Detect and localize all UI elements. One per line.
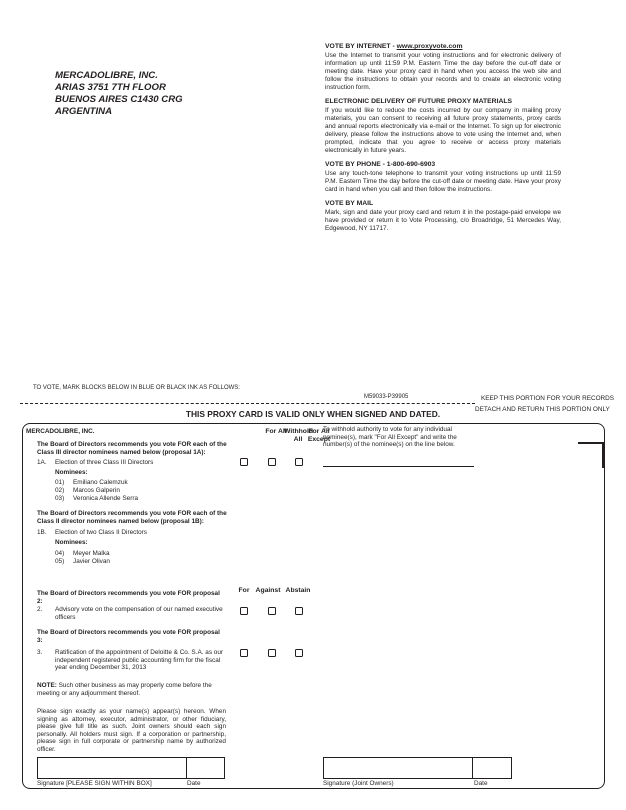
checkbox-p2-abstain[interactable] bbox=[295, 607, 303, 615]
signing-instructions: Please sign exactly as your name(s) appear(s) hereon. When signing as attorney, executor, administrator, or other fiduciary, please give full title as such. Joint owners should each sign personally. All holders must sign. If a corporation or partnership, please sign in full corporate or partnership name by authorized officer. bbox=[37, 708, 226, 753]
proxyvote-link[interactable]: www.proxyvote.com bbox=[396, 43, 463, 50]
checkbox-withhold-all[interactable] bbox=[268, 458, 276, 466]
col-abstain: Abstain bbox=[285, 587, 311, 594]
joint-signature-label: Signature (Joint Owners) bbox=[323, 780, 394, 787]
withhold-instructions: To withhold authority to vote for any individual nominee(s), mark "For All Except" and write the number(s) of the nominee(s) on the line below. bbox=[323, 426, 457, 449]
nominee-num: 04) bbox=[55, 550, 65, 557]
col-for-all: For All bbox=[265, 428, 287, 435]
control-number: M59033-P39905 bbox=[364, 394, 409, 400]
col-against: Against bbox=[255, 587, 281, 594]
recommendation-1b: The Board of Directors recommends you vote FOR each of the Class II director nominees named below (proposal 1B): bbox=[37, 510, 227, 525]
checkbox-p3-for[interactable] bbox=[240, 649, 248, 657]
address-line: MERCADOLIBRE, INC. bbox=[55, 70, 158, 81]
detach-line bbox=[20, 403, 475, 404]
valid-notice: THIS PROXY CARD IS VALID ONLY WHEN SIGNED AND DATED. bbox=[185, 409, 441, 419]
item-2-number: 2. bbox=[37, 606, 43, 613]
electronic-body: If you would like to reduce the costs incurred by our company in mailing proxy materials, you can consent to receiving all future proxy statements, proxy cards and annual reports electronically via e-mail or the Internet. To sign up for electronic delivery, please follow the instructions above to vote using the Internet and, when prompted, indicate that you agree to receive or access proxy materials electronically in future years. bbox=[325, 107, 561, 154]
col-for-all-except: For All Except bbox=[307, 428, 331, 443]
nominees-label: Nominees: bbox=[55, 469, 88, 476]
address-line: ARGENTINA bbox=[55, 106, 113, 117]
checkbox-p2-against[interactable] bbox=[268, 607, 276, 615]
mail-body: Mark, sign and date your proxy card and return it in the postage-paid envelope we have provided or return it to Vote Processing, c/o Broadridge, 51 Mercedes Way, Edgewood, NY 11717. bbox=[325, 209, 561, 232]
joint-signature-box[interactable] bbox=[323, 757, 473, 779]
mail-heading: VOTE BY MAIL bbox=[325, 200, 374, 207]
nominee-name: Emiliano Calemzuk bbox=[73, 479, 128, 486]
nominee-name: Marcos Galperin bbox=[73, 487, 120, 494]
joint-date-box[interactable] bbox=[471, 757, 512, 779]
nominee-num: 03) bbox=[55, 495, 65, 502]
internet-body: Use the Internet to transmit your voting instructions and for electronic delivery of information up until 11:59 P.M. Eastern Time the day before the cut-off date or meeting date. Have your proxy card in hand when you access the web site and follow the instructions to obtain your records and to create an electronic voting instruction form. bbox=[325, 52, 561, 91]
item-2-text: Advisory vote on the compensation of our named executive officers bbox=[55, 606, 223, 621]
date-label: Date bbox=[187, 780, 201, 787]
card-company: MERCADOLIBRE, INC. bbox=[26, 428, 95, 435]
item-1b-number: 1B. bbox=[37, 529, 47, 536]
address-line: ARIAS 3751 7TH FLOOR bbox=[55, 82, 166, 93]
item-3-number: 3. bbox=[37, 649, 43, 656]
checkbox-for-all[interactable] bbox=[240, 458, 248, 466]
nominee-num: 05) bbox=[55, 558, 65, 565]
item-1a-text: Election of three Class III Directors bbox=[55, 459, 154, 466]
note bbox=[37, 682, 226, 697]
detach-portion-text: DETACH AND RETURN THIS PORTION ONLY bbox=[475, 406, 610, 413]
note-text: Such other business as may properly come before the meeting or any adjournment thereof. bbox=[37, 682, 212, 697]
recommendation-2: The Board of Directors recommends you vote FOR proposal 2: bbox=[37, 590, 220, 605]
nominee-write-in-line[interactable] bbox=[323, 466, 474, 467]
col-for: For bbox=[238, 587, 250, 594]
date-box[interactable] bbox=[185, 757, 225, 779]
internet-heading: VOTE BY INTERNET - www.proxyvote.com bbox=[325, 43, 463, 50]
voting-instructions bbox=[325, 43, 561, 233]
checkbox-for-all-except[interactable] bbox=[295, 458, 303, 466]
item-3-text: Ratification of the appointment of Deloitte & Co. S.A. as our independent registered public accounting firm for the fiscal year ending December 31, 2013 bbox=[55, 649, 224, 672]
item-1b-text: Election of two Class II Directors bbox=[55, 529, 147, 536]
joint-date-label: Date bbox=[474, 780, 488, 787]
nominees-label: Nominees: bbox=[55, 539, 88, 546]
checkbox-p2-for[interactable] bbox=[240, 607, 248, 615]
electronic-heading: ELECTRONIC DELIVERY OF FUTURE PROXY MATERIALS bbox=[325, 98, 513, 105]
mark-instruction: TO VOTE, MARK BLOCKS BELOW IN BLUE OR BLACK INK AS FOLLOWS: bbox=[33, 385, 240, 391]
address-line: BUENOS AIRES C1430 CRG bbox=[55, 94, 183, 105]
nominee-num: 01) bbox=[55, 479, 65, 486]
nominee-num: 02) bbox=[55, 487, 65, 494]
nominee-name: Meyer Malka bbox=[73, 550, 110, 557]
recommendation-3: The Board of Directors recommends you vote FOR proposal 3: bbox=[37, 629, 220, 644]
item-1a-number: 1A. bbox=[37, 459, 47, 466]
nominee-name: Javier Olivan bbox=[73, 558, 110, 565]
corner-mark bbox=[578, 442, 604, 468]
mailing-address bbox=[55, 70, 183, 118]
signature-box[interactable] bbox=[37, 757, 187, 779]
checkbox-p3-against[interactable] bbox=[268, 649, 276, 657]
recommendation-1a: The Board of Directors recommends you vote FOR each of the Class III director nominees named below (proposal 1A): bbox=[37, 441, 227, 456]
phone-body: Use any touch-tone telephone to transmit your voting instructions up until 11:59 P.M. Eastern Time the day before the cut-off date or meeting date. Have your proxy card in hand when you call and then follow the instructions. bbox=[325, 170, 561, 193]
nominee-name: Veronica Allende Serra bbox=[73, 495, 139, 502]
checkbox-p3-abstain[interactable] bbox=[295, 649, 303, 657]
phone-heading: VOTE BY PHONE - 1-800-690-6903 bbox=[325, 161, 436, 168]
note-label: NOTE: bbox=[37, 682, 57, 689]
col-withhold-all: Withhold All bbox=[284, 428, 314, 443]
keep-portion-text: KEEP THIS PORTION FOR YOUR RECORDS bbox=[481, 395, 615, 402]
signature-label: Signature [PLEASE SIGN WITHIN BOX] bbox=[37, 780, 152, 787]
